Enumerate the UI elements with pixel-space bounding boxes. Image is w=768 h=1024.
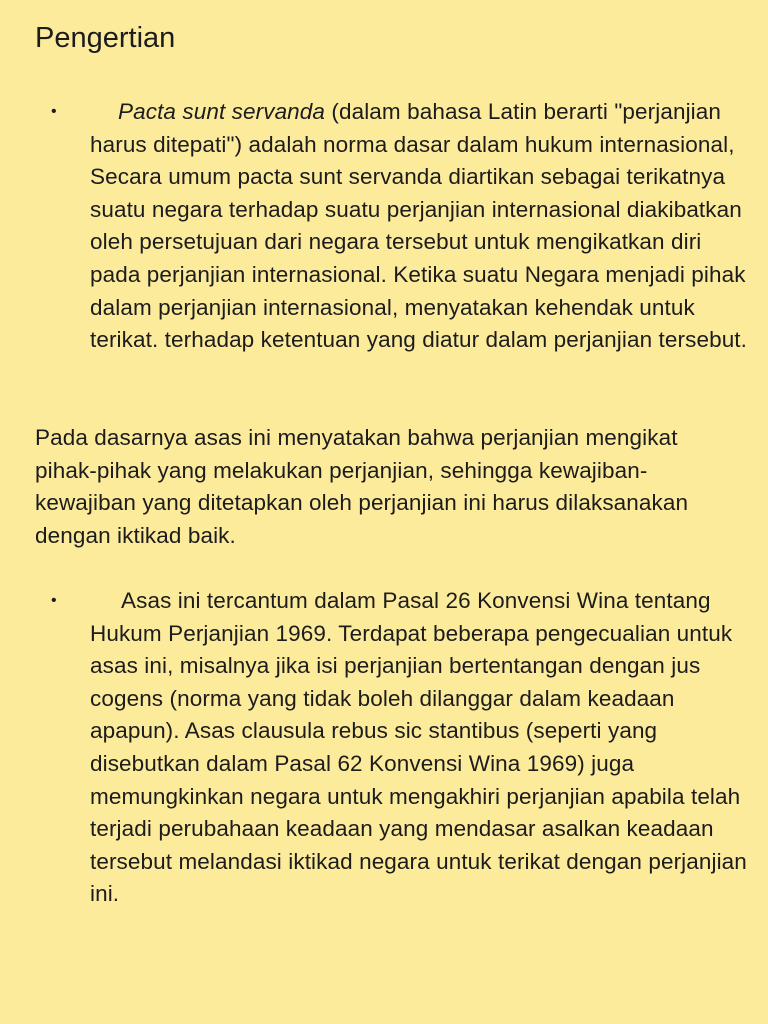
bullet-item-pacta-sunt-servanda xyxy=(51,96,750,357)
page-title: Pengertian xyxy=(35,22,176,54)
bullet-icon: • xyxy=(51,103,57,120)
bullet-item-konvensi-wina xyxy=(51,585,750,911)
bullet-icon: • xyxy=(51,592,57,609)
bullet-body-text: (dalam bahasa Latin berarti "perjanjian harus ditepati") adalah norma dasar dalam hukum internasional, Secara umum pacta sunt servanda diartikan sebagai terikatnya suatu negara terhadap suatu perjanjian internasional diakibatkan oleh persetujuan dari negara tersebut untuk mengikatkan diri pada perjanjian internasional. Ketika suatu Negara menjadi pihak dalam perjanjian internasional, menyatakan kehendak untuk terikat. terhadap ketentuan yang diatur dalam perjanjian tersebut. xyxy=(90,99,748,353)
bullet-italic-term: Pacta sunt servanda xyxy=(118,99,326,124)
body-paragraph: Pada dasarnya asas ini menyatakan bahwa perjanjian mengikat pihak-pihak yang melakukan perjanjian, sehingga kewajiban-kewajiban yang ditetapkan oleh perjanjian ini harus dilaksanakan dengan iktikad baik. xyxy=(35,425,689,548)
bullet-body-text: Asas ini tercantum dalam Pasal 26 Konvensi Wina tentang Hukum Perjanjian 1969. Terdapat beberapa pengecualian untuk asas ini, misalnya jika isi perjanjian bertentangan dengan jus cogens (norma yang tidak boleh dilanggar dalam keadaan apapun). Asas clausula rebus sic stantibus (seperti yang disebutkan dalam Pasal 62 Konvensi Wina 1969) juga memungkinkan negara untuk mengakhiri perjanjian apabila telah terjadi perubahaan keadaan yang mendasar asalkan keadaan tersebut melandasi iktikad negara untuk terikat dengan perjanjian ini. xyxy=(90,588,747,907)
